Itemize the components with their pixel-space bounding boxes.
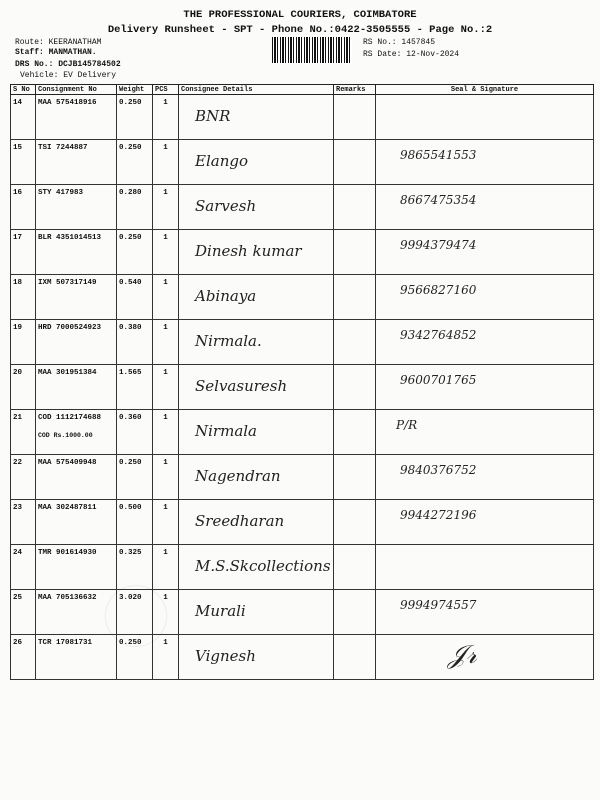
phone-number: 9944272196 [400, 508, 477, 522]
pieces-count: 1 [153, 410, 179, 455]
consignment-number [36, 545, 117, 590]
consignment-number [36, 95, 117, 140]
supervisor-signature: 𝒥𝓇 [448, 640, 477, 670]
table-body [11, 95, 594, 680]
consignment-number [36, 230, 117, 275]
vehicle-label: Vehicle: EV Delivery [20, 71, 117, 80]
consignee-name: Selvasuresh [195, 377, 288, 395]
signature-mark [378, 320, 591, 342]
consignee-cell [179, 410, 334, 455]
consignee-name: Abinaya [195, 287, 257, 305]
weight-value: 0.500 [117, 500, 153, 545]
col-consignment: Consignment No [36, 85, 117, 95]
consignee-name: Sreedharan [195, 512, 285, 530]
signature-mark [378, 95, 591, 117]
consignment-number [36, 320, 117, 365]
table-row [11, 635, 594, 680]
signature-mark [378, 635, 591, 657]
consignment-number [36, 500, 117, 545]
weight-value: 0.540 [117, 275, 153, 320]
pieces-count: 1 [153, 455, 179, 500]
consignee-cell [179, 590, 334, 635]
table-row [11, 185, 594, 230]
consignee-cell [179, 365, 334, 410]
consignee-name: Elango [195, 152, 248, 170]
signature-cell [376, 95, 594, 140]
signature-text: P/R [396, 418, 418, 432]
serial-number: 15 [11, 140, 36, 185]
phone-number: 8667475354 [400, 193, 477, 207]
consignee-cell [179, 320, 334, 365]
table-row [11, 320, 594, 365]
consignment-id: IXM 507317149 [38, 279, 97, 287]
consignee-name: Dinesh kumar [195, 242, 302, 260]
phone-number: 9865541553 [400, 148, 477, 162]
consignee-cell [179, 230, 334, 275]
pieces-count: 1 [153, 185, 179, 230]
weight-value: 0.250 [117, 635, 153, 680]
remarks-cell [334, 410, 376, 455]
consignee-cell [179, 635, 334, 680]
pieces-count: 1 [153, 365, 179, 410]
pieces-count: 1 [153, 230, 179, 275]
stamp-smudge [105, 585, 167, 647]
consignee-name: M.S.Skcollections [195, 557, 331, 575]
consignment-id: MAA 301951384 [38, 369, 97, 377]
consignment-number [36, 140, 117, 185]
consignee-name: Sarvesh [195, 197, 257, 215]
weight-value: 0.380 [117, 320, 153, 365]
signature-mark [378, 185, 591, 207]
pieces-count: 1 [153, 320, 179, 365]
serial-number: 22 [11, 455, 36, 500]
pieces-count: 1 [153, 500, 179, 545]
serial-number: 25 [11, 590, 36, 635]
weight-value: 0.325 [117, 545, 153, 590]
consignment-number [36, 410, 117, 455]
pieces-count: 1 [153, 590, 179, 635]
pieces-count: 1 [153, 545, 179, 590]
serial-number: 26 [11, 635, 36, 680]
table-row [11, 140, 594, 185]
remarks-cell [334, 365, 376, 410]
serial-number: 24 [11, 545, 36, 590]
remarks-cell [334, 455, 376, 500]
signature-cell [376, 140, 594, 185]
weight-value: 3.020 [117, 590, 153, 635]
serial-number: 21 [11, 410, 36, 455]
consignment-id: MAA 705136632 [38, 594, 97, 602]
table-row [11, 95, 594, 140]
col-remarks: Remarks [334, 85, 376, 95]
consignee-cell [179, 455, 334, 500]
serial-number: 20 [11, 365, 36, 410]
remarks-cell [334, 545, 376, 590]
phone-number: 9840376752 [400, 463, 477, 477]
remarks-cell [334, 185, 376, 230]
rs-number: RS No.: 1457845 [363, 38, 436, 47]
consignee-name: Nirmala [195, 422, 257, 440]
signature-cell [376, 455, 594, 500]
consignment-number [36, 185, 117, 230]
consignment-number [36, 275, 117, 320]
consignment-id: TCR 17081731 [38, 639, 93, 647]
company-title: THE PROFESSIONAL COURIERS, COIMBATORE [183, 9, 417, 21]
remarks-cell [334, 230, 376, 275]
consignment-id: BLR 4351014513 [38, 234, 102, 242]
delivery-table [10, 84, 594, 680]
signature-mark [378, 230, 591, 252]
serial-number: 19 [11, 320, 36, 365]
signature-cell [376, 410, 594, 455]
table-header-row [11, 85, 594, 95]
consignment-id: STY 417983 [38, 189, 84, 197]
consignee-cell [179, 500, 334, 545]
consignee-name: Nirmala. [195, 332, 262, 350]
weight-value: 1.565 [117, 365, 153, 410]
staff-label: Staff: MANMATHAN. [15, 48, 97, 57]
weight-value: 0.250 [117, 230, 153, 275]
signature-cell [376, 545, 594, 590]
col-sno: S No [11, 85, 36, 95]
phone-number: 9566827160 [400, 283, 477, 297]
consignment-id: MAA 575409948 [38, 459, 97, 467]
consignment-id: TSI 7244887 [38, 144, 88, 152]
col-signature: Seal & Signature [376, 85, 594, 95]
signature-mark [378, 410, 591, 432]
signature-cell [376, 185, 594, 230]
signature-mark [378, 545, 591, 567]
consignee-name: BNR [195, 107, 231, 125]
runsheet-subtitle: Delivery Runsheet - SPT - Phone No.:0422-3505555 - Page No.:2 [107, 24, 493, 36]
signature-cell [376, 320, 594, 365]
consignee-cell [179, 185, 334, 230]
table-row [11, 275, 594, 320]
phone-number: 9600701765 [400, 373, 477, 387]
phone-number: 9342764852 [400, 328, 477, 342]
serial-number: 14 [11, 95, 36, 140]
table-row [11, 410, 594, 455]
remarks-cell [334, 95, 376, 140]
serial-number: 23 [11, 500, 36, 545]
consignee-name: Vignesh [195, 647, 256, 665]
consignee-cell [179, 545, 334, 590]
drs-label: DRS No.: DCJB145784502 [15, 60, 121, 69]
consignee-name: Nagendran [195, 467, 281, 485]
table-row [11, 365, 594, 410]
weight-value: 0.250 [117, 95, 153, 140]
remarks-cell [334, 590, 376, 635]
consignment-id: MAA 302487811 [38, 504, 97, 512]
remarks-cell [334, 140, 376, 185]
rs-date: RS Date: 12-Nov-2024 [363, 50, 460, 59]
cod-amount: COD Rs.1000.00 [38, 432, 93, 439]
consignment-id: COD 1112174688 [38, 414, 102, 422]
serial-number: 17 [11, 230, 36, 275]
pieces-count: 1 [153, 140, 179, 185]
col-consignee: Consignee Details [179, 85, 334, 95]
consignee-cell [179, 275, 334, 320]
table-row [11, 545, 594, 590]
pieces-count: 1 [153, 635, 179, 680]
signature-mark [378, 500, 591, 522]
phone-number: 9994379474 [400, 238, 477, 252]
consignment-number [36, 635, 117, 680]
consignee-name: Murali [195, 602, 246, 620]
consignment-number [36, 455, 117, 500]
consignee-cell [179, 95, 334, 140]
signature-cell [376, 635, 594, 680]
signature-cell [376, 230, 594, 275]
pieces-count: 1 [153, 95, 179, 140]
col-weight: Weight [117, 85, 153, 95]
signature-mark [378, 365, 591, 387]
remarks-cell [334, 275, 376, 320]
table-row [11, 455, 594, 500]
signature-mark [378, 455, 591, 477]
table-row [11, 500, 594, 545]
serial-number: 16 [11, 185, 36, 230]
signature-mark [378, 140, 591, 162]
route-label: Route: KEERANATHAM [15, 38, 102, 47]
weight-value: 0.250 [117, 455, 153, 500]
consignment-number [36, 365, 117, 410]
consignment-id: HRD 7000524923 [38, 324, 102, 332]
remarks-cell [334, 320, 376, 365]
remarks-cell [334, 500, 376, 545]
serial-number: 18 [11, 275, 36, 320]
barcode [272, 37, 352, 63]
pieces-count: 1 [153, 275, 179, 320]
consignment-id: TMR 901614930 [38, 549, 97, 557]
signature-cell [376, 275, 594, 320]
table-row [11, 590, 594, 635]
col-pcs: PCS [153, 85, 179, 95]
signature-cell [376, 590, 594, 635]
table-row [11, 230, 594, 275]
signature-cell [376, 500, 594, 545]
consignment-id: MAA 575418916 [38, 99, 97, 107]
signature-mark [378, 275, 591, 297]
signature-mark [378, 590, 591, 612]
consignee-cell [179, 140, 334, 185]
weight-value: 0.280 [117, 185, 153, 230]
signature-cell [376, 365, 594, 410]
weight-value: 0.360 [117, 410, 153, 455]
phone-number: 9994974557 [400, 598, 477, 612]
weight-value: 0.250 [117, 140, 153, 185]
remarks-cell [334, 635, 376, 680]
